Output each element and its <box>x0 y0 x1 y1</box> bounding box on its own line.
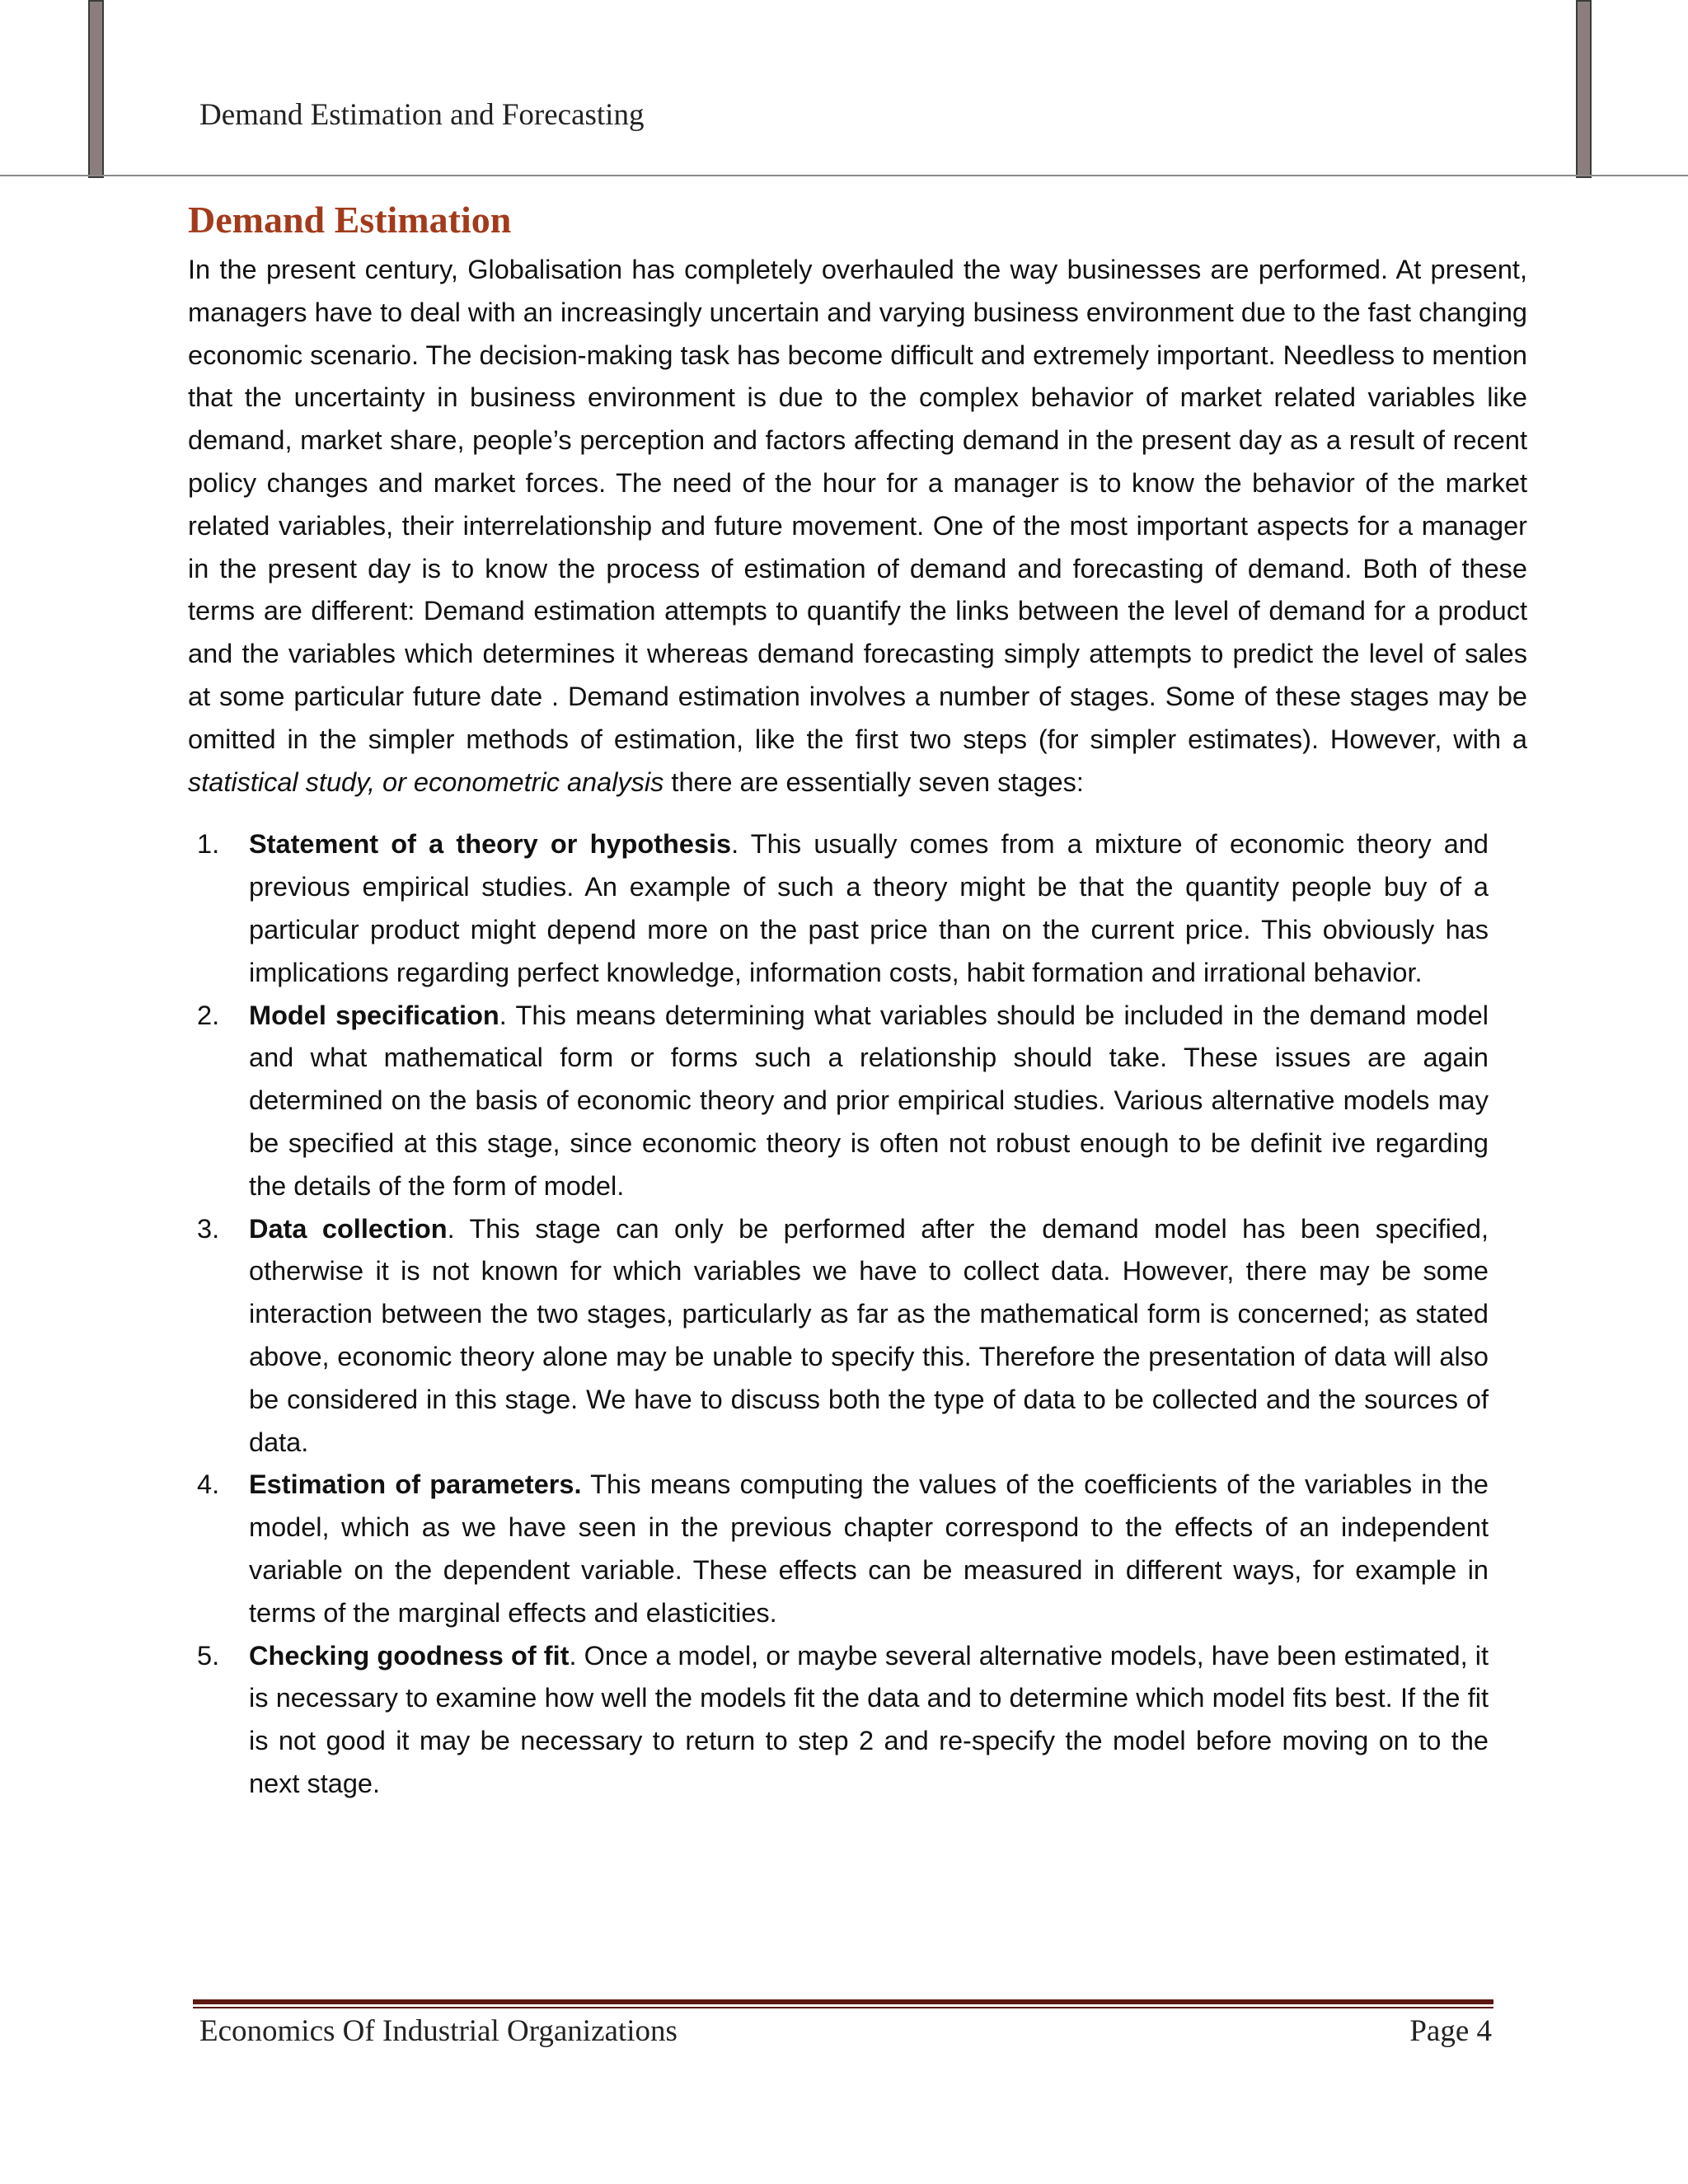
footer-title: Economics Of Industrial Organizations <box>199 2014 678 2048</box>
list-item-title: Statement of a theory or hypothesis <box>249 829 732 860</box>
list-item-title: Checking goodness of fit <box>249 1640 570 1671</box>
intro-text: In the present century, Globalisation has completely overhauled the way businesses are performed. At present, managers have to deal with an increasingly uncertain and varying business environment due to the fast changing economic scenario. The decision-making task has become difficult and extremely important. Needless to mention that the uncertainty in business environment is due to the complex behavior of market related variables like demand, market share, people’s perception and factors affecting demand in the present day as a result of recent policy changes and market forces. The need of the hour for a manager is to know the behavior of the market related variables, their interrelationship and future movement. One of the most important aspects for a manager in the present day is to know the process of estimation of demand and forecasting of demand. Both of these terms are different: Demand estimation attempts to quantify the links between the level of demand for a product and the variables which determines it whereas demand forecasting simply attempts to predict the level of sales at some particular future date . Demand estimation involves a number of stages. Some of these stages may be omitted in the simpler methods of estimation, like the first two steps (for simpler estimates). However, with a <box>188 255 1527 754</box>
list-item <box>188 1208 1489 1465</box>
list-number: 2. <box>197 1000 220 1030</box>
header-divider <box>0 175 1688 176</box>
list-item-text: This means computing the values of the coefficients of the variables in the model, which as we have seen in the previous chapter correspond to the effects of an independent variable on the dependent variable. These effects can be measured in different ways, for example in terms of the marginal effects and elasticities. <box>249 1469 1489 1628</box>
list-item <box>188 995 1489 1208</box>
list-item-text: . Once a model, or maybe several alternative models, have been estimated, it is necessary to examine how well the models fit the data and to determine which model fits best. If the fit is not good it may be necessary to return to step 2 and re-specify the model before moving on to the next stage. <box>249 1640 1489 1798</box>
intro-paragraph <box>188 249 1527 804</box>
page-number: Page 4 <box>1409 2014 1492 2048</box>
list-item-title: Data collection <box>249 1213 448 1244</box>
list-item-title: Estimation of parameters. <box>249 1469 582 1500</box>
list-number: 1. <box>197 829 220 860</box>
list-item <box>188 823 1489 994</box>
list-item <box>188 1464 1489 1634</box>
list-item <box>188 1635 1489 1806</box>
list-number: 4. <box>197 1469 220 1500</box>
list-item-text: . This means determining what variables should be included in the demand model and what mathematical form or forms such a relationship should take. These issues are again determined on the basis of economic theory and prior empirical studies. Various alternative models may be specified at this stage, since economic theory is often not robust enough to be definit ive regarding the details of the form of model. <box>249 1000 1489 1201</box>
header-right-bar <box>1576 0 1592 178</box>
list-item-text: . This stage can only be performed after the demand model has been specified, otherwise it is not known for which variables we have to collect data. However, there may be some interaction between the two stages, particularly as far as the mathematical form is concerned; as stated above, economic theory alone may be unable to specify this. Therefore the presentation of data will also be considered in this stage. We have to discuss both the type of data to be collected and the sources of data. <box>249 1213 1489 1457</box>
footer-divider-thick <box>193 1999 1493 2004</box>
intro-italic-text: statistical study, or econometric analysis <box>188 766 664 797</box>
section-heading: Demand Estimation <box>188 199 512 241</box>
intro-text-end: there are essentially seven stages: <box>663 766 1084 797</box>
list-number: 3. <box>197 1213 220 1244</box>
page-body <box>188 196 1527 1806</box>
stages-list <box>188 823 1489 1805</box>
header-left-bar <box>88 0 104 178</box>
list-item-text: . This usually comes from a mixture of economic theory and previous empirical studies. An example of such a theory might be that the quantity people buy of a particular product might depend more on the past price than on the current price. This obviously has implications regarding perfect knowledge, information costs, habit formation and irrational behavior. <box>249 829 1489 987</box>
list-number: 5. <box>197 1640 220 1671</box>
footer-divider-thin <box>193 2007 1493 2008</box>
list-item-title: Model specification <box>249 1000 499 1030</box>
running-header: Demand Estimation and Forecasting <box>199 98 645 132</box>
